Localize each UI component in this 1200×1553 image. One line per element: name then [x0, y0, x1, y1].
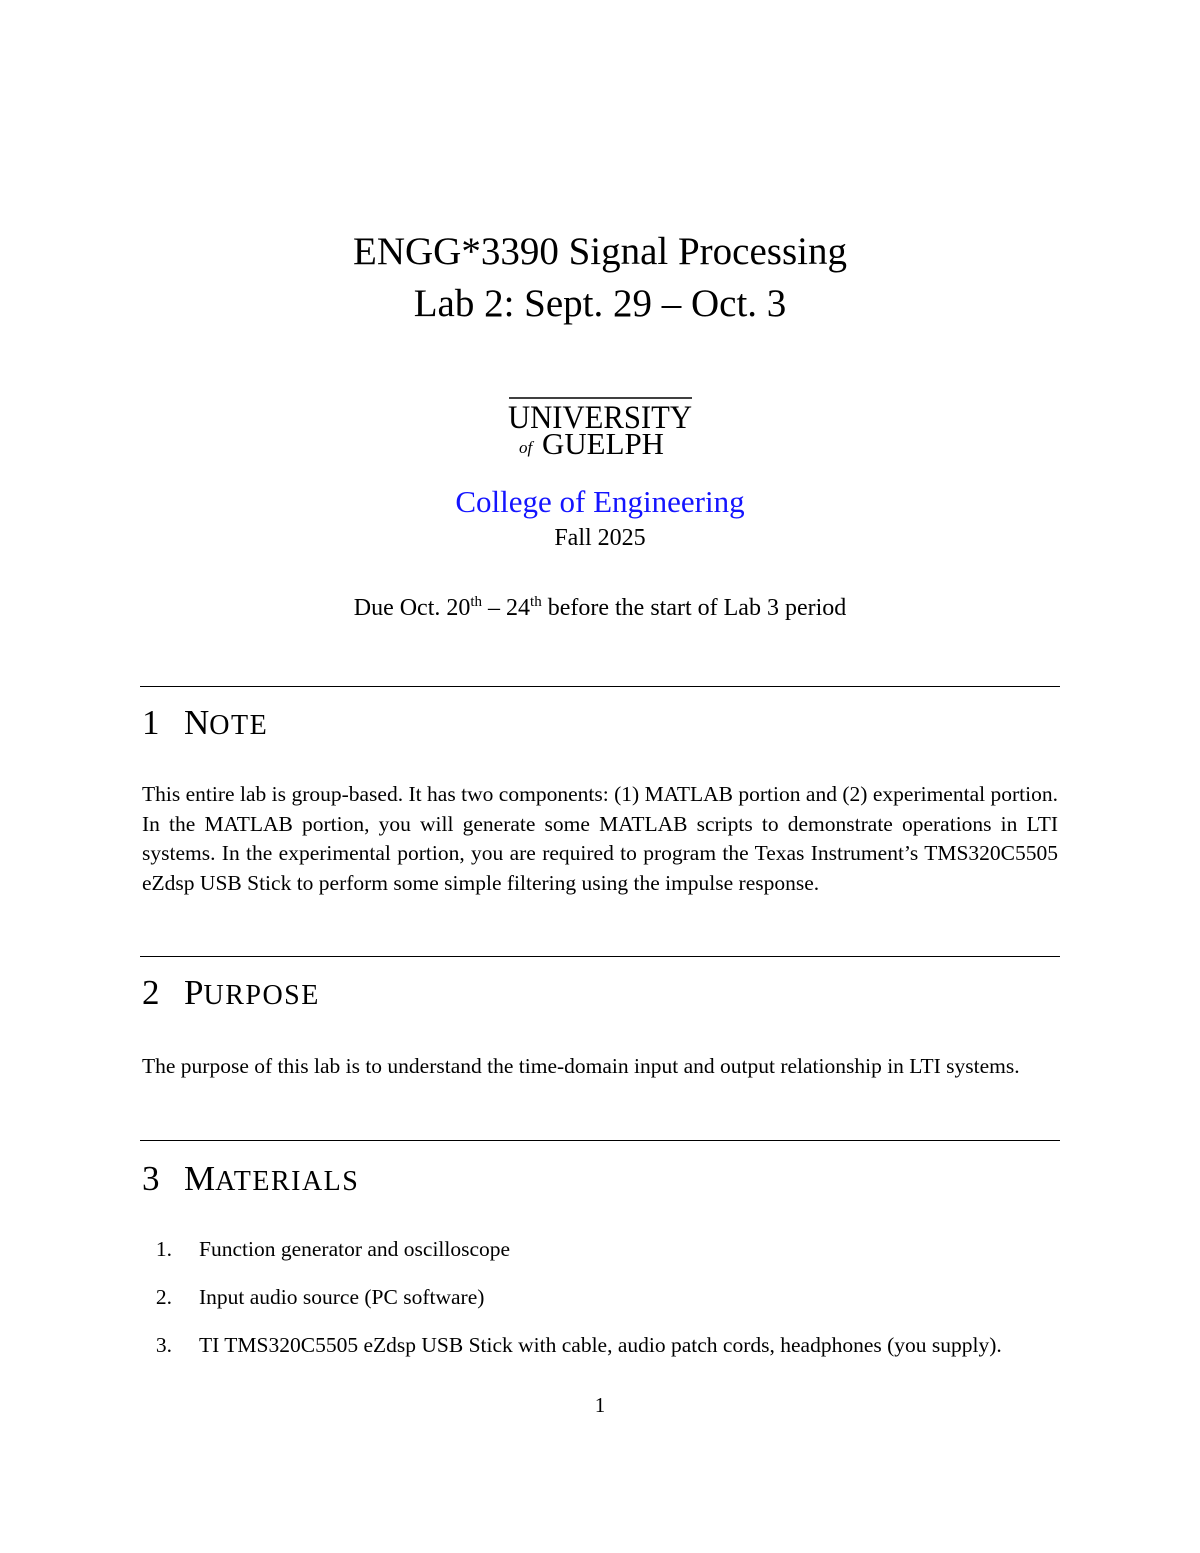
- section-heading-materials: 3 MATERIALS: [142, 1159, 360, 1198]
- course-title: ENGG*3390 Signal Processing: [353, 230, 847, 273]
- list-item: [142, 1333, 1002, 1358]
- section-heading-note: 1 NOTE: [142, 703, 269, 742]
- logo-university-text: UNIVERSITY: [508, 400, 692, 436]
- university-logo: [508, 395, 694, 457]
- due-sup-2: th: [530, 594, 542, 610]
- section-number: 2: [142, 973, 160, 1012]
- section-rule: [140, 1140, 1060, 1141]
- logo-guelph-text: GUELPH: [542, 426, 664, 457]
- due-dash: – 24: [482, 595, 531, 621]
- page-number: 1: [594, 1393, 606, 1417]
- list-item-number: 1.: [155, 1237, 172, 1261]
- section-rule: [140, 686, 1060, 687]
- due-sup-1: th: [470, 594, 483, 610]
- title-block: [0, 226, 1200, 330]
- due-suffix: before the start of Lab 3 period: [541, 595, 847, 621]
- section-number: 1: [142, 703, 160, 742]
- list-item-number: 2.: [155, 1285, 172, 1309]
- list-item-text: Input audio source (PC software): [199, 1285, 485, 1309]
- term: Fall 2025: [554, 525, 646, 551]
- list-item-text: Function generator and oscilloscope: [199, 1237, 511, 1261]
- lab-title: Lab 2: Sept. 29 – Oct. 3: [413, 282, 787, 325]
- section-body-note: This entire lab is group-based. It has two components: (1) MATLAB portion and (2) experimental portion. In the MATLAB portion, you will generate some MATLAB scripts to demonstrate operations in LTI systems. In the experimental portion, you are required to program the Texas Instrument’s TMS320C5505 eZdsp USB Stick to perform some simple filtering using the impulse response.: [142, 782, 1058, 895]
- section-body-purpose: The purpose of this lab is to understand the time-domain input and output relationship in LTI systems.: [142, 1054, 1020, 1078]
- section-number: 3: [142, 1159, 160, 1198]
- list-item-number: 3.: [155, 1333, 172, 1357]
- list-item: [142, 1285, 484, 1310]
- due-date: [0, 595, 1200, 622]
- section-rule: [140, 956, 1060, 957]
- section-heading-purpose: 2 PURPOSE: [142, 973, 320, 1012]
- logo-of-text: of: [519, 438, 533, 457]
- list-item-text: TI TMS320C5505 eZdsp USB Stick with cable, audio patch cords, headphones (you supply).: [199, 1333, 1002, 1357]
- college-name: College of Engineering: [455, 484, 745, 519]
- due-prefix: Due Oct. 20: [353, 595, 471, 621]
- list-item: [142, 1237, 510, 1262]
